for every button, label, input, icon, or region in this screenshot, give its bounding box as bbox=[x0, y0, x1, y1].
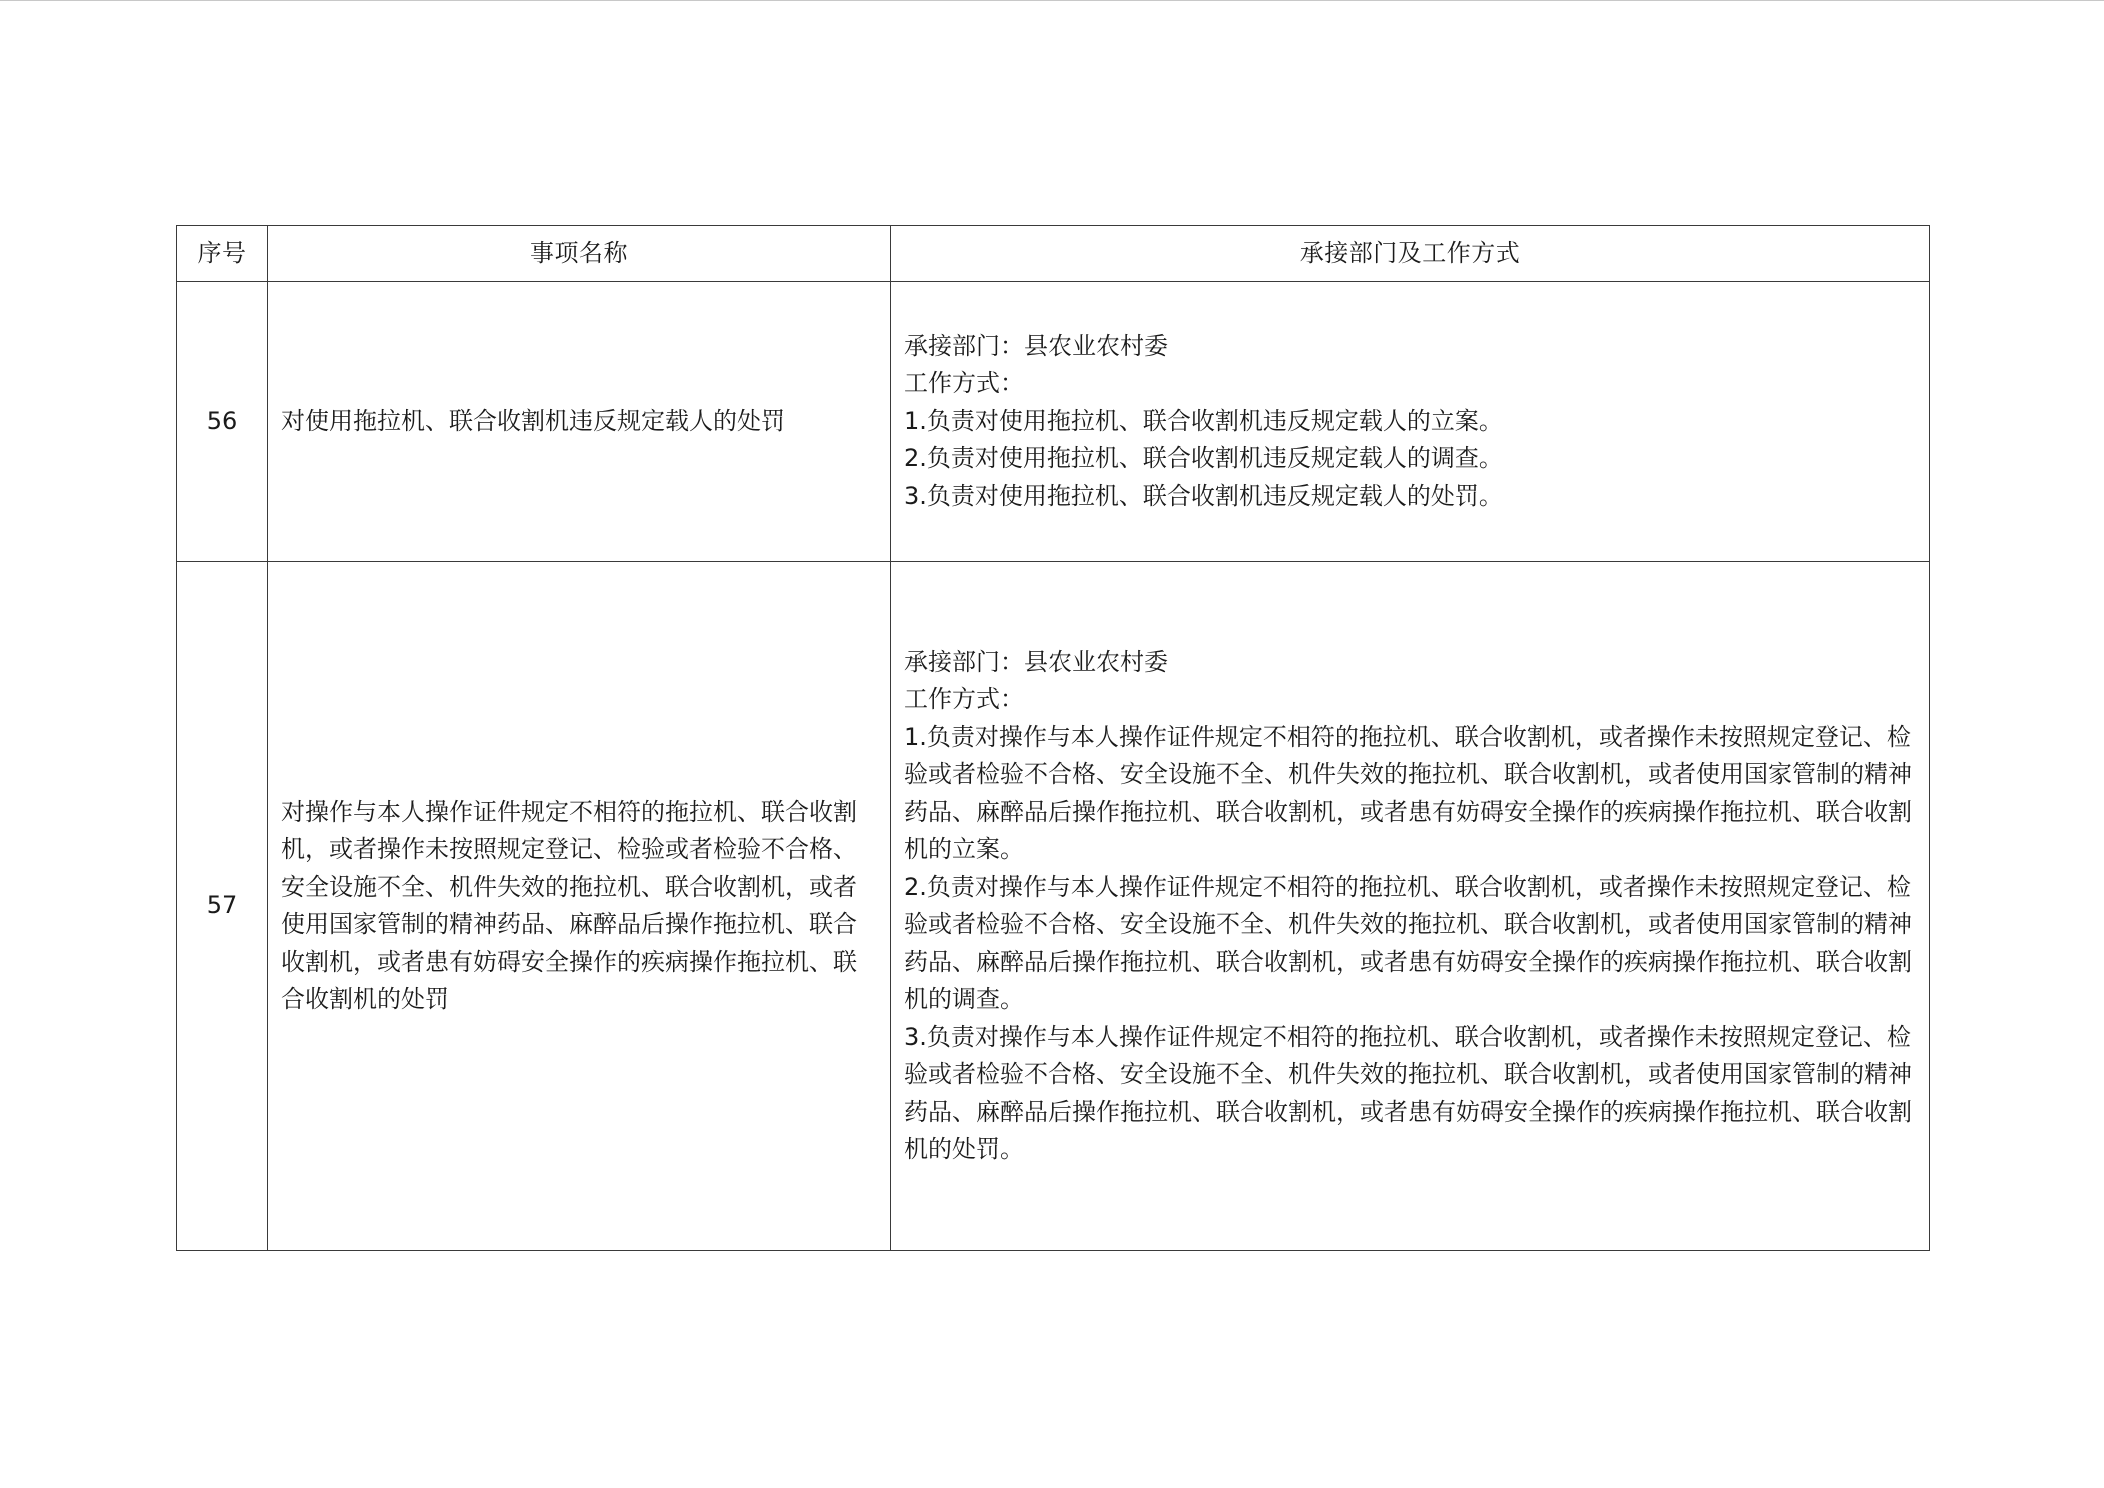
header-seq: 序号 bbox=[177, 226, 268, 282]
table-row bbox=[177, 282, 1930, 562]
method-step-2: 2.负责对使用拖拉机、联合收割机违反规定载人的调查。 bbox=[904, 444, 1503, 473]
method-step-2: 2.负责对操作与本人操作证件规定不相符的拖拉机、联合收割机，或者操作未按照规定登记、检验或者检验不合格、安全设施不全、机件失效的拖拉机、联合收割机，或者使用国家管制的精神药品、麻醉品后操作拖拉机、联合收割机，或者患有妨碍安全操作的疾病操作拖拉机、联合收割机的调查。 bbox=[904, 872, 1912, 1013]
method-label-line: 工作方式： bbox=[904, 369, 1024, 398]
header-department-method: 承接部门及工作方式 bbox=[891, 226, 1930, 282]
method-step-3: 3.负责对使用拖拉机、联合收割机违反规定载人的处罚。 bbox=[904, 481, 1503, 510]
header-item-name: 事项名称 bbox=[268, 226, 891, 282]
row-seq-number: 56 bbox=[177, 282, 268, 562]
table-row bbox=[177, 562, 1930, 1251]
method-step-1: 1.负责对使用拖拉机、联合收割机违反规定载人的立案。 bbox=[904, 406, 1503, 435]
department-line: 承接部门：县农业农村委 bbox=[904, 647, 1168, 676]
row-department-method bbox=[891, 562, 1930, 1251]
items-table bbox=[176, 225, 1930, 1251]
method-step-1: 1.负责对操作与本人操作证件规定不相符的拖拉机、联合收割机，或者操作未按照规定登记、检验或者检验不合格、安全设施不全、机件失效的拖拉机、联合收割机，或者使用国家管制的精神药品、麻醉品后操作拖拉机、联合收割机，或者患有妨碍安全操作的疾病操作拖拉机、联合收割机的立案。 bbox=[904, 722, 1912, 863]
method-label-line: 工作方式： bbox=[904, 685, 1024, 713]
method-step-3: 3.负责对操作与本人操作证件规定不相符的拖拉机、联合收割机，或者操作未按照规定登记、检验或者检验不合格、安全设施不全、机件失效的拖拉机、联合收割机，或者使用国家管制的精神药品、麻醉品后操作拖拉机、联合收割机，或者患有妨碍安全操作的疾病操作拖拉机、联合收割机的处罚。 bbox=[904, 1022, 1912, 1163]
row-item-name: 对使用拖拉机、联合收割机违反规定载人的处罚 bbox=[268, 282, 891, 562]
page-top-border bbox=[0, 0, 2104, 1]
row-department-method bbox=[891, 282, 1930, 562]
table-header-row bbox=[177, 226, 1930, 282]
row-seq-number: 57 bbox=[177, 562, 268, 1251]
row-item-name: 对操作与本人操作证件规定不相符的拖拉机、联合收割机，或者操作未按照规定登记、检验或者检验不合格、安全设施不全、机件失效的拖拉机、联合收割机，或者使用国家管制的精神药品、麻醉品后操作拖拉机、联合收割机，或者患有妨碍安全操作的疾病操作拖拉机、联合收割机的处罚 bbox=[268, 562, 891, 1251]
department-line: 承接部门：县农业农村委 bbox=[904, 331, 1168, 360]
